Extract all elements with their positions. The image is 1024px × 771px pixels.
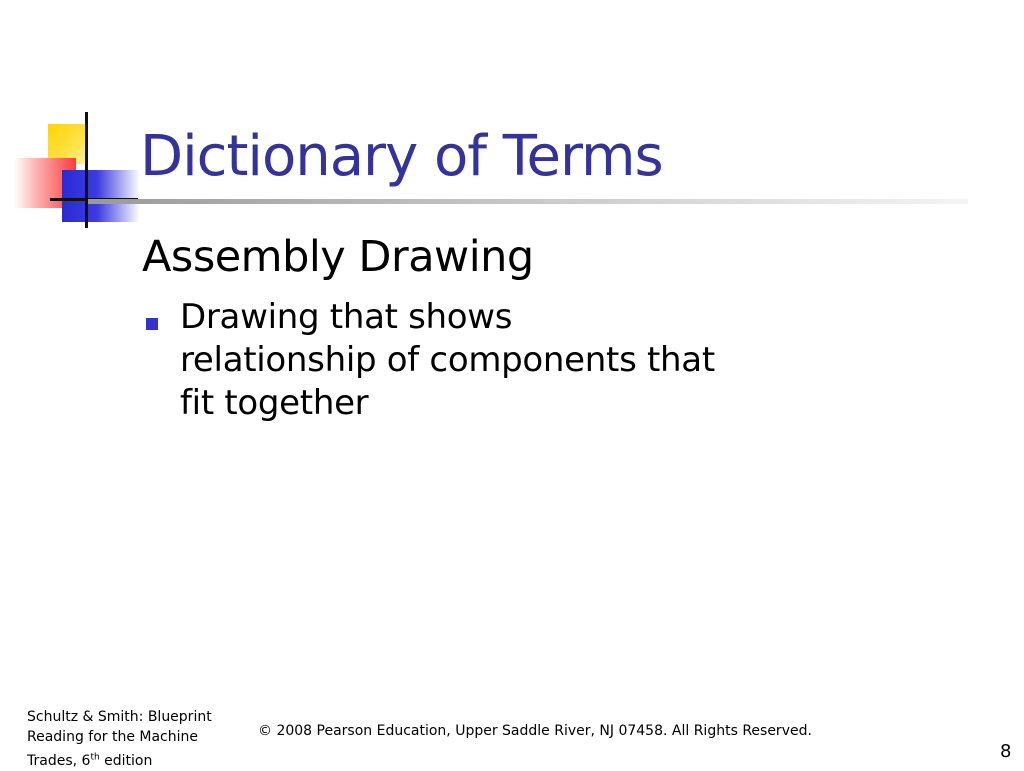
footer-book-credit	[27, 707, 247, 771]
footer-credit-line: Schultz & Smith: Blueprint	[27, 709, 212, 725]
title-underline	[88, 199, 968, 204]
footer-credit-text: Trades, 6	[27, 752, 91, 769]
page-number: 8	[1000, 741, 1012, 762]
bullet-square-icon	[146, 318, 158, 330]
definition-line: fit together	[180, 383, 369, 423]
footer-credit-line: Reading for the Machine	[27, 729, 199, 745]
slide-title: Dictionary of Terms	[140, 124, 663, 189]
definition-line: Drawing that shows	[180, 297, 513, 337]
term-definition	[180, 296, 780, 425]
definition-line: relationship of components that	[180, 340, 715, 380]
footer-copyright: © 2008 Pearson Education, Upper Saddle River, NJ 07458. All Rights Reserved.	[258, 723, 812, 739]
footer-credit-line	[27, 753, 152, 769]
term-heading: Assembly Drawing	[142, 232, 534, 282]
footer-credit-superscript: th	[90, 752, 100, 762]
footer-credit-text: edition	[99, 752, 153, 769]
slide-decoration	[0, 0, 160, 240]
decoration-blue-square	[62, 170, 140, 222]
decoration-vertical-line	[85, 112, 88, 228]
